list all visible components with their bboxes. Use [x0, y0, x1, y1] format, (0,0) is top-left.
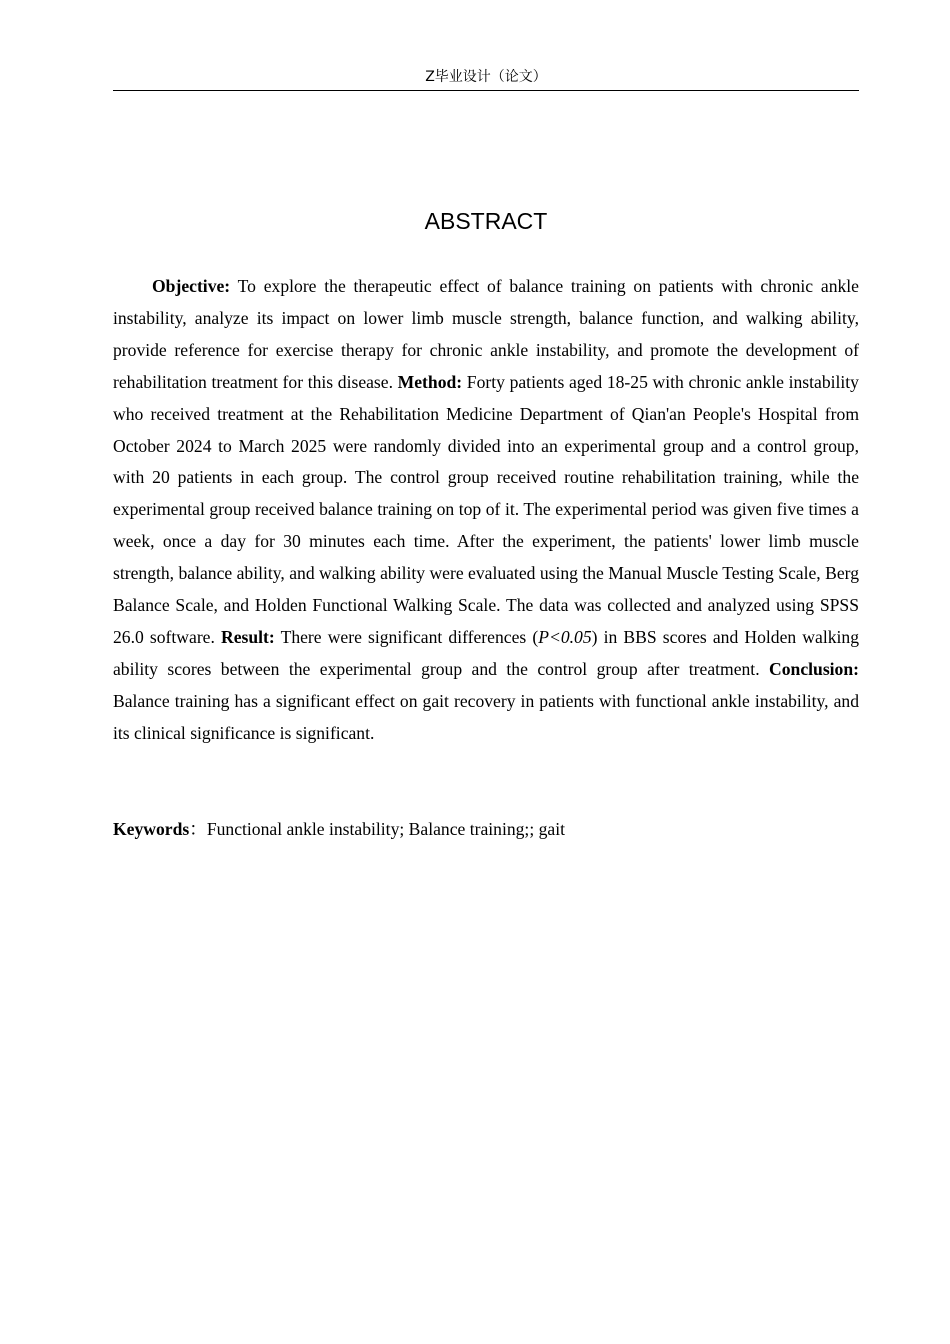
- conclusion-label: Conclusion:: [769, 658, 859, 679]
- method-text: Forty patients aged 18-25 with chronic ankle instability who received treatment at the Rehabilitation Medicine Department of Qian'an People's Hospital from October 2024 to March 2025 were randomly divided into an experimental group and a control group, with 20 patients in each group. The control group received routine rehabilitation training, while the experimental group received balance training on top of it. The experimental period was given five times a week, once a day for 30 minutes each time. After the experiment, the patients' lower limb muscle strength, balance ability, and walking ability were evaluated using the Manual Muscle Testing Scale, Berg Balance Scale, and Holden Functional Walking Scale. The data was collected and analyzed using SPSS 26.0 software.: [113, 371, 859, 647]
- keywords-text: Functional ankle instability; Balance training;; gait: [206, 819, 565, 839]
- page-header: [113, 66, 859, 91]
- abstract-paragraph: [113, 271, 859, 750]
- conclusion-text: Balance training has a significant effect on gait recovery in patients with functional ankle instability, and its clinical significance is significant.: [113, 690, 859, 743]
- result-text-after: ) in BBS scores and Holden walking ability scores between the experimental group and the control group after treatment.: [113, 626, 859, 679]
- result-label: Result:: [221, 626, 275, 647]
- keywords-separator: ：: [189, 819, 207, 839]
- objective-text: To explore the therapeutic effect of balance training on patients with chronic ankle instability, analyze its impact on lower limb muscle strength, balance function, and walking ability, provide reference for exercise therapy for chronic ankle instability, and promote the development of rehabilitation treatment for this disease.: [113, 276, 859, 392]
- method-label: Method:: [397, 371, 463, 392]
- page-title: ABSTRACT: [424, 208, 548, 234]
- objective-label: Objective:: [152, 276, 231, 296]
- keywords-line: [113, 814, 859, 846]
- result-text-before: There were significant differences (: [274, 626, 539, 647]
- keywords-label: Keywords: [113, 819, 190, 839]
- result-p-value: P<0.05: [538, 626, 592, 647]
- header-text: Z毕业设计（论文）: [425, 69, 547, 85]
